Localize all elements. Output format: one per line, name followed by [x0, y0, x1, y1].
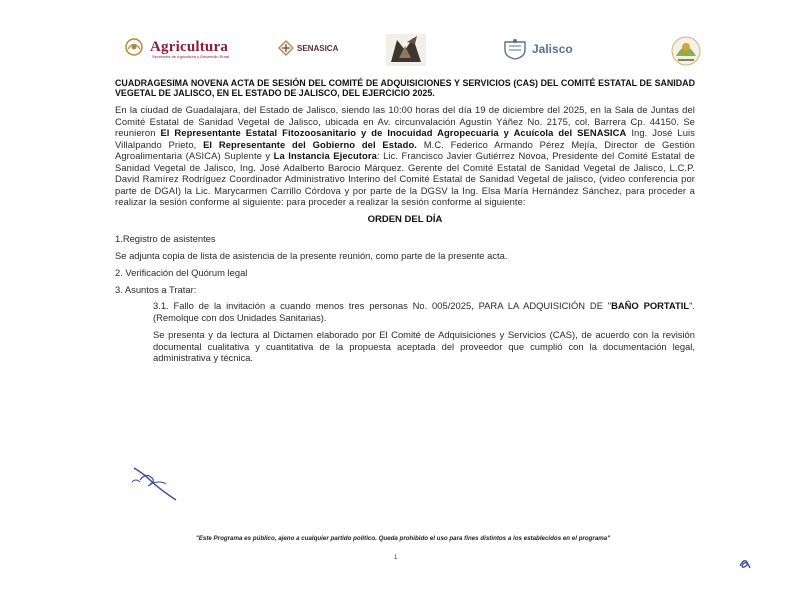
- agenda-item-1: 1.Registro de asistentes: [115, 233, 216, 244]
- initials-mark-icon: [738, 556, 752, 570]
- jalisco-crest-icon: [502, 38, 528, 60]
- orden-del-dia-heading: ORDEN DEL DÍA: [367, 213, 443, 225]
- acta-title: CUADRAGESIMA NOVENA ACTA DE SESIÓN DEL COMITÉ DE ADQUISICIONES Y SERVICIOS (CAS) DEL COMITÉ ESTATAL DE SANIDAD VEGETAL DE JALISCO, EN EL ESTADO DE JALISCO, DEL EJERCICIO 2025.: [115, 78, 695, 98]
- agricultura-emblem-icon: [122, 36, 146, 58]
- intro-text-4: : Lic. Francisco Javier Gutiérrez Novoa, Presidente del Comité Estatal de Sanidad Vegetal de Jalisco, Ing. José Adalberto Barocio Márquez. Gerente del Comité Estatal de Sanidad Vegetal de Jalisco, L.C.P. David Ramírez Rodríguez Coordinador Administrativo Interino del Comité Estatal de Sanidad Vegetal de jalisco, (video conferencia por parte de DGAI) la Lic. Marycarmen Carrillo Córdova y por parte de la DGSV la Ing. Elsa María Hernández Sánchez, para proceder a realizar la sesión conforme al siguiente: para proceder a realizar la sesión conforme al siguiente:: [115, 150, 695, 207]
- intro-bold-gobierno: El Representante del Gobierno del Estado.: [203, 138, 417, 150]
- senasica-logo-text: SENASICA: [297, 43, 339, 53]
- header-logos: [118, 30, 718, 72]
- subitem-3-1-bold: BAÑO PORTATIL: [611, 300, 690, 311]
- jalisco-logo: [502, 38, 573, 60]
- page-number: 1: [394, 555, 398, 561]
- document-body: [115, 78, 695, 370]
- senasica-logo: [278, 40, 338, 56]
- intro-paragraph: [115, 104, 695, 208]
- agenda-item-3: 3. Asuntos a Tratar:: [115, 283, 197, 295]
- cesave-bird-logo-icon: [383, 32, 429, 68]
- subitem-3-1-text-a: 3.1. Fallo de la invitación a cuando menos tres personas No. 005/2025, PARA LA ADQUISICIÓN DE ": [153, 300, 612, 311]
- intro-text-3: M.C. Federico Armando Pérez Mejía, Director de Gestión Agroalimentaria (ASICA) Suplente y: [115, 138, 695, 161]
- intro-bold-instancia: La Instancia Ejecutora: [273, 150, 377, 161]
- agenda-item-2: 2. Verificación del Quórum legal: [115, 267, 248, 278]
- agricultura-logo-text: Agricultura: [150, 38, 229, 55]
- agenda-item-1-text: Se adjunta copia de lista de asistencia de la presente reunión, como parte de la presente acta.: [115, 249, 508, 261]
- intro-bold-senasica: El Representante Estatal Fitozoosanitario y de Inocuidad Agropecuaria y Acuícola del SENASICA: [160, 127, 627, 138]
- agenda-subitem-3-1-description: Se presenta y da lectura al Dictamen elaborado por El Comité de Adquisiciones y Servicios (CAS), de acuerdo con la revisión documental cualitativa y cuantitativa de la propuesta aceptada del proveedor que cumplió con la documentación legal, administrativa y técnica.: [153, 329, 695, 363]
- subitem-3-1-text-b: ". (Remolque con dos Unidades Sanitarias).: [153, 300, 695, 323]
- agricultura-logo: [122, 36, 228, 58]
- intro-text-1: En la ciudad de Guadalajara, del Estado de Jalisco, siendo las 10:00 horas del día 19 de diciembre del 2025, en la Sala de Juntas del Comité Estatal de Sanidad Vegetal de Jalisco, ubicada en Av. circunvalación Agustín Yáñez No. 2175, col. Barrera Cp. 44150. Se reunieron: [115, 104, 695, 138]
- agenda-subitem-3-1: [153, 300, 695, 323]
- intro-text-2: Ing. José Luis Villalpando Prieto,: [115, 127, 696, 150]
- jalisco-logo-text: Jalisco: [532, 42, 573, 56]
- agricultura-logo-subtext: Secretaría de Agricultura y Desarrollo Rural: [152, 54, 230, 59]
- footer-disclaimer: "Este Programa es público, ajeno a cualquier partido político. Queda prohibido el uso para fines distintos a los establecidos en el programa": [195, 535, 611, 542]
- senasica-emblem-icon: [278, 40, 294, 56]
- comite-seal-logo-icon: [662, 32, 710, 70]
- handwritten-signature: [130, 458, 184, 504]
